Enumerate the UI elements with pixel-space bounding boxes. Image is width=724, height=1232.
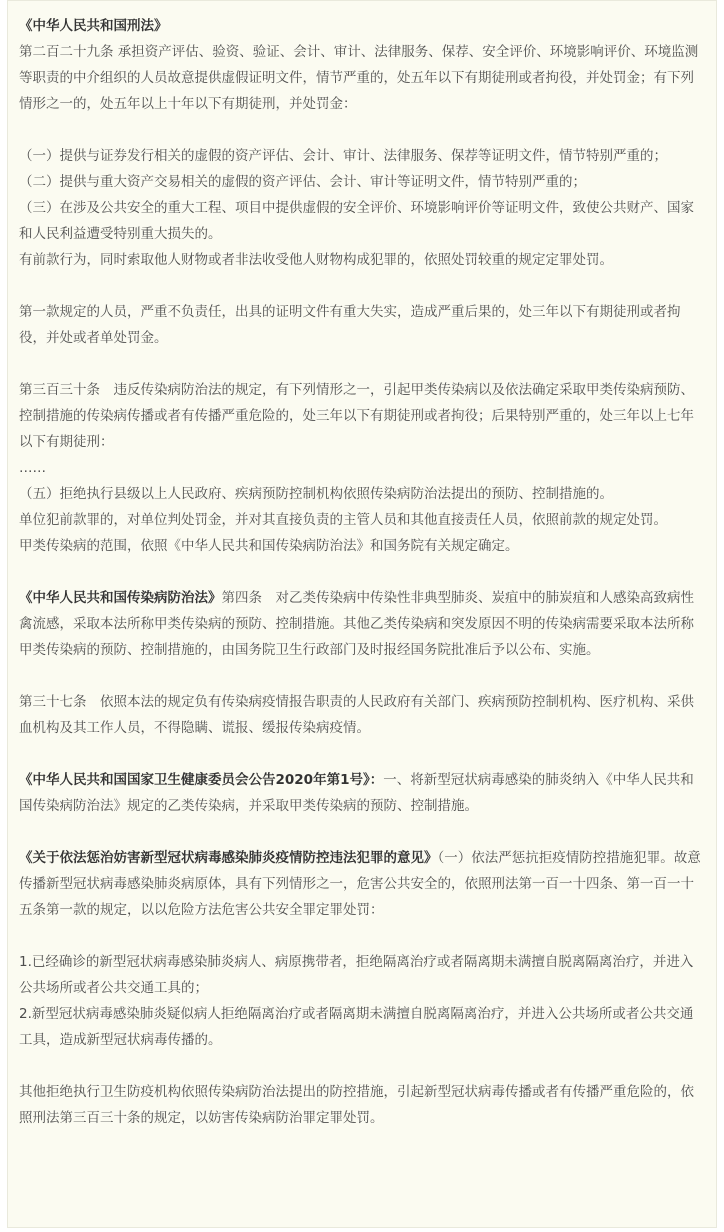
law-excerpt-panel xyxy=(7,0,717,1228)
clause-text: 2.新型冠状病毒感染肺炎疑似病人拒绝隔离治疗或者隔离期未满擅自脱离隔离治疗，并进入公共场所或者公共交通工具，造成新型冠状病毒传播的。 xyxy=(19,1006,694,1048)
blank-line xyxy=(19,273,706,299)
clause-text: （五）拒绝执行县级以上人民政府、疾病预防控制机构依照传染病防治法提出的预防、控制措施的。 xyxy=(19,486,613,502)
clause-text: （一）提供与证券发行相关的虚假的资产评估、会计、审计、法律服务、保荐等证明文件，情节特别严重的； xyxy=(19,148,667,164)
paragraph xyxy=(19,143,706,169)
article-text: 第二百二十九条 承担资产评估、验资、验证、会计、审计、法律服务、保荐、安全评价、环境影响评价、环境监测等职责的中介组织的人员故意提供虚假证明文件，情节严重的，处五年以下有期徒刑或者拘役，并处罚金；有下列情形之一的，处五年以上十年以下有期徒刑，并处罚金： xyxy=(19,44,699,112)
paragraph xyxy=(19,481,706,507)
ellipsis-text: …… xyxy=(19,460,46,476)
blank-line xyxy=(19,741,706,767)
clause-text: 1.已经确诊的新型冠状病毒感染肺炎病人、病原携带者，拒绝隔离治疗或者隔离期未满擅自脱离隔离治疗，并进入公共场所或者公共交通工具的； xyxy=(19,954,694,996)
law-title: 《中华人民共和国刑法》 xyxy=(19,18,168,34)
paragraph xyxy=(19,1079,706,1131)
article-text: （一）依法严惩抗拒疫情防控措施犯罪。故意传播新型冠状病毒感染肺炎病原体，具有下列情形之一，危害公共安全的，依照刑法第一百一十四条、第一百一十五条第一款的规定，以以危险方法危害公共安全罪定罪处罚： xyxy=(19,850,701,918)
paragraph xyxy=(19,455,706,481)
paragraph xyxy=(19,949,706,1001)
blank-line xyxy=(19,559,706,585)
paragraph xyxy=(19,689,706,741)
law-title: 《中华人民共和国国家卫生健康委员会公告2020年第1号》： xyxy=(19,772,384,788)
paragraph xyxy=(19,507,706,533)
paragraph xyxy=(19,845,706,923)
paragraph xyxy=(19,1001,706,1053)
blank-line xyxy=(19,1053,706,1079)
paragraph xyxy=(19,299,706,351)
law-title: 《中华人民共和国传染病防治法》 xyxy=(19,590,222,606)
article-text: 第三十七条 依照本法的规定负有传染病疫情报告职责的人民政府有关部门、疾病预防控制机构、医疗机构、采供血机构及其工作人员，不得隐瞒、谎报、缓报传染病疫情。 xyxy=(19,694,694,736)
blank-line xyxy=(19,819,706,845)
article-text: 第四条 对乙类传染病中传染性非典型肺炎、炭疽中的肺炭疽和人感染高致病性禽流感，采取本法所称甲类传染病的预防、控制措施。其他乙类传染病和突发原因不明的传染病需要采取本法所称甲类传染病的预防、控制措施的，由国务院卫生行政部门及时报经国务院批准后予以公布、实施。 xyxy=(19,590,694,658)
paragraph xyxy=(19,13,706,39)
paragraph xyxy=(19,169,706,195)
article-text: 第三百三十条 违反传染病防治法的规定，有下列情形之一，引起甲类传染病以及依法确定采取甲类传染病预防、控制措施的传染病传播或者有传播严重危险的，处三年以下有期徒刑或者拘役；后果特别严重的，处三年以上七年以下有期徒刑： xyxy=(19,382,694,450)
blank-line xyxy=(19,117,706,143)
article-text: 一、将新型冠状病毒感染的肺炎纳入《中华人民共和国传染病防治法》规定的乙类传染病，并采取甲类传染病的预防、控制措施。 xyxy=(19,772,694,814)
paragraph xyxy=(19,195,706,247)
blank-line xyxy=(19,663,706,689)
paragraph xyxy=(19,377,706,455)
clause-text: （三）在涉及公共安全的重大工程、项目中提供虚假的安全评价、环境影响评价等证明文件，致使公共财产、国家和人民利益遭受特别重大损失的。 xyxy=(19,200,694,242)
paragraph xyxy=(19,247,706,273)
article-text: 第一款规定的人员，严重不负责任，出具的证明文件有重大失实，造成严重后果的，处三年以下有期徒刑或者拘役，并处或者单处罚金。 xyxy=(19,304,681,346)
article-text: 有前款行为，同时索取他人财物或者非法收受他人财物构成犯罪的，依照处罚较重的规定定罪处罚。 xyxy=(19,252,613,268)
article-text: 甲类传染病的范围，依照《中华人民共和国传染病防治法》和国务院有关规定确定。 xyxy=(19,538,519,554)
law-title: 《关于依法惩治妨害新型冠状病毒感染肺炎疫情防控违法犯罪的意见》 xyxy=(19,850,438,866)
paragraph xyxy=(19,585,706,663)
article-text: 其他拒绝执行卫生防疫机构依照传染病防治法提出的防控措施，引起新型冠状病毒传播或者有传播严重危险的，依照刑法第三百三十条的规定，以妨害传染病防治罪定罪处罚。 xyxy=(19,1084,694,1126)
paragraph xyxy=(19,39,706,117)
paragraph xyxy=(19,533,706,559)
article-text: 单位犯前款罪的，对单位判处罚金，并对其直接负责的主管人员和其他直接责任人员，依照前款的规定处罚。 xyxy=(19,512,667,528)
paragraph xyxy=(19,767,706,819)
clause-text: （二）提供与重大资产交易相关的虚假的资产评估、会计、审计等证明文件，情节特别严重的； xyxy=(19,174,586,190)
blank-line xyxy=(19,923,706,949)
blank-line xyxy=(19,351,706,377)
